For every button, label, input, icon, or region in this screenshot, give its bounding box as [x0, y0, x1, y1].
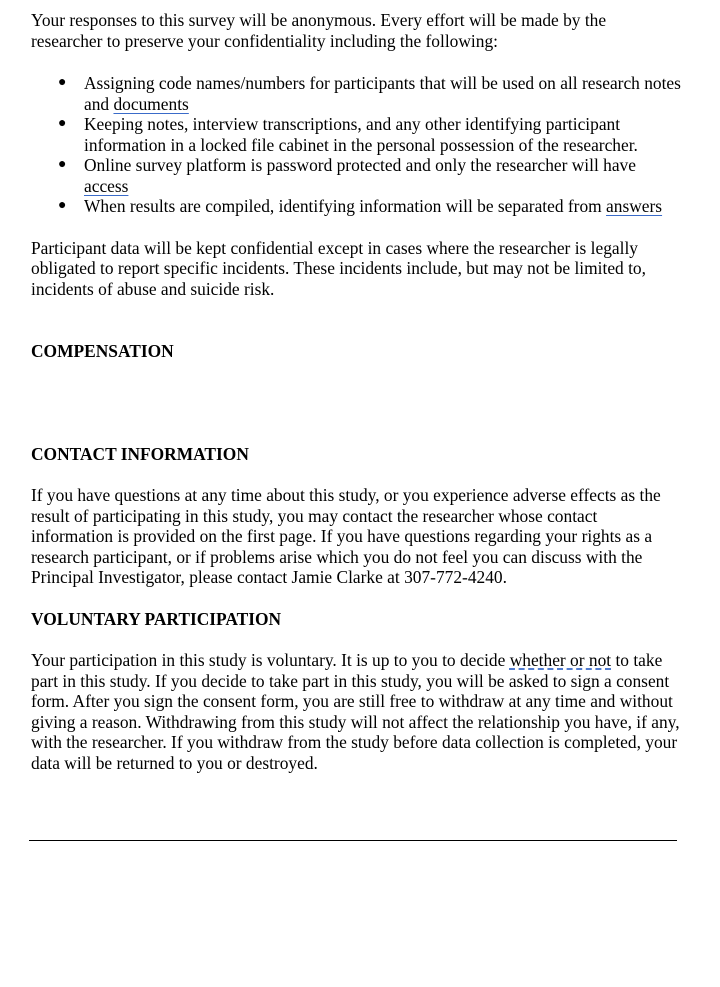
spellcheck-flagged-word[interactable]: answers	[606, 196, 663, 216]
list-item-text: Keeping notes, interview transcriptions, and any other identifying participant information in a locked file cabinet in the personal possession of the researcher.	[84, 114, 638, 155]
bullet-icon: ●	[58, 157, 67, 172]
voluntary-text-end: to take part in this study. If you decide to take part in this study, you will be asked to sign a consent form. After you sign the consent form, you are still free to withdraw at any time and without giving a reason. Withdrawing from this study will not affect the relationship you have, if any, with the researcher. If you withdraw from the study before data collection is completed, your data will be returned to you or destroyed.	[31, 650, 680, 773]
spellcheck-flagged-word[interactable]: access	[84, 175, 129, 196]
spellcheck-flagged-word[interactable]: documents	[113, 93, 189, 114]
confidentiality-note: Participant data will be kept confidential except in cases where the researcher is legally obligated to report specific incidents. These incidents include, but may not be limited to, incidents of abuse and suicide risk.	[31, 237, 646, 299]
document-page	[31, 10, 681, 773]
list-item	[58, 155, 681, 196]
list-item	[58, 196, 681, 217]
voluntary-text-start: Your participation in this study is voluntary. It is up to you to decide	[31, 650, 510, 670]
contact-paragraph: If you have questions at any time about this study, or you experience adverse effects as the result of participating in this study, you may contact the researcher whose contact information is provided on the first page. If you have questions regarding your rights as a research participant, or if problems arise which you do not feel you can discuss with the Principal Investigator, please contact Jamie Clarke at 307-772-4240.	[31, 485, 661, 587]
list-item-text: When results are compiled, identifying information will be separated from	[84, 196, 607, 216]
bullet-icon: ●	[58, 75, 67, 90]
bullet-icon: ●	[58, 198, 67, 213]
grammar-flagged-phrase[interactable]: whether or not	[509, 650, 612, 670]
list-item	[58, 114, 681, 155]
bullet-icon: ●	[58, 116, 67, 131]
contact-heading: CONTACT INFORMATION	[31, 443, 249, 464]
voluntary-heading: VOLUNTARY PARTICIPATION	[31, 608, 282, 629]
compensation-heading: COMPENSATION	[31, 341, 174, 361]
confidentiality-list	[31, 73, 681, 217]
list-item-text: Assigning code names/numbers for participants that will be used on all research notes and	[84, 73, 681, 114]
list-item-text: Online survey platform is password protected and only the researcher will have	[84, 155, 636, 175]
footer-divider	[29, 840, 677, 841]
intro-paragraph: Your responses to this survey will be anonymous. Every effort will be made by the researcher to preserve your confidentiality including the following:	[31, 10, 607, 51]
list-item	[58, 73, 681, 114]
voluntary-paragraph	[31, 650, 681, 773]
